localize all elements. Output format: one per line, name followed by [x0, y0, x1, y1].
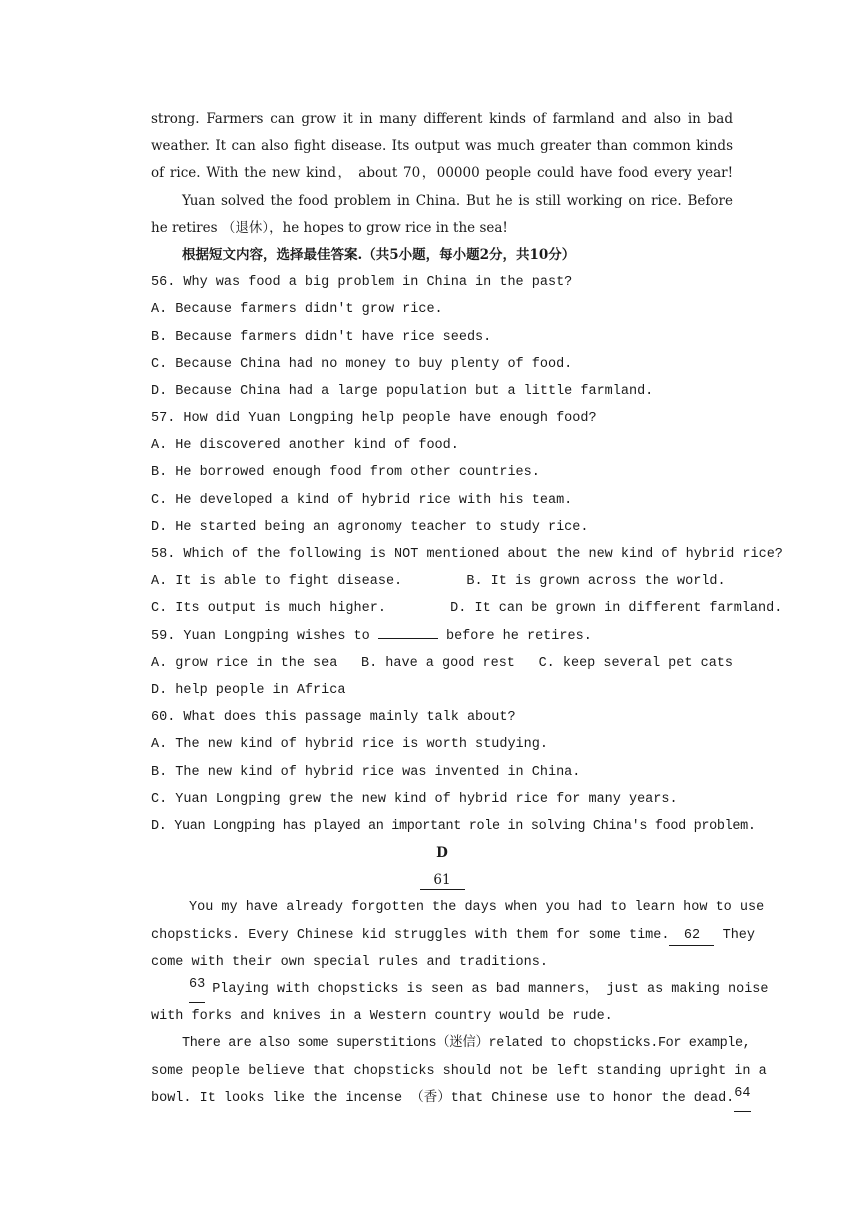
question-60-stem: 60. What does this passage mainly talk about?: [151, 710, 516, 726]
passage-d-p3-line-3-text: bowl. It looks like the incense （香）that Chinese use to honor the dead.: [151, 1090, 735, 1106]
passage-d-p3-line-3: [151, 1085, 751, 1112]
passage-c-line-3: of rice. With the new kind， about 70，00000 people could have food every year!: [151, 165, 733, 182]
passage-d-p3-line-2: some people believe that chopsticks should not be left standing upright in a: [151, 1063, 767, 1079]
passage-c-line-5: he retires （退休），he hopes to grow rice in the sea!: [151, 219, 508, 236]
question-59-stem-after: before he retires.: [445, 628, 592, 644]
question-57-option-a: A. He discovered another kind of food.: [151, 438, 459, 454]
passage-d-p1-line-2: [151, 922, 755, 949]
question-56-option-c: C. Because China had no money to buy plenty of food.: [151, 356, 573, 372]
passage-c-line-1: strong. Farmers can grow it in many different kinds of farmland and also in bad: [151, 111, 733, 127]
question-57-option-d: D. He started being an agronomy teacher to study rice.: [151, 519, 589, 535]
question-58-option-d: D. It can be grown in different farmland.: [450, 601, 783, 617]
passage-d-p2-line-1-text: Playing with chopsticks is seen as bad manners， just as making noise: [212, 982, 769, 997]
passage-c-line-4: Yuan solved the food problem in China. But he is still working on rice. Before: [182, 192, 733, 209]
passage-d-p1-line-3: come with their own special rules and traditions.: [151, 954, 548, 970]
question-58-option-a: A. It is able to fight disease.: [151, 574, 403, 590]
question-56-option-b: B. Because farmers didn't have rice seeds.: [151, 329, 492, 345]
blank-61: 61: [420, 871, 465, 890]
passage-d-title: [151, 867, 733, 894]
passage-d-p2-line-2: with forks and knives in a Western country would be rude.: [151, 1009, 613, 1025]
question-58-options-ab: [151, 568, 733, 595]
question-56-stem: 56. Why was food a big problem in China in the past?: [151, 275, 573, 291]
passage-c-line-2: weather. It can also fight disease. Its output was much greater than common kinds: [151, 138, 733, 155]
exam-page: [151, 106, 783, 1112]
passage-d-p1-line-1: You my have already forgotten the days when you had to learn how to use: [189, 900, 765, 916]
blank-64: 64: [734, 1085, 750, 1112]
question-59-option-d: D. help people in Africa: [151, 682, 346, 698]
question-58-options-cd: [151, 595, 783, 622]
question-60-option-a: A. The new kind of hybrid rice is worth studying.: [151, 737, 548, 753]
blank-62: 62: [669, 927, 714, 946]
question-60-option-d: D. Yuan Longping has played an important role in solving China's food problem.: [151, 818, 756, 834]
question-60-option-b: B. The new kind of hybrid rice was invented in China.: [151, 764, 581, 780]
question-58-option-b: B. It is grown across the world.: [466, 574, 726, 590]
blank-63: 63: [189, 976, 205, 1003]
question-57-option-b: B. He borrowed enough food from other countries.: [151, 465, 540, 481]
passage-d-p1-line-2-after: They: [722, 927, 755, 943]
question-59-options-abc: [151, 650, 733, 677]
passage-d-p3-line-1: There are also some superstitions（迷信）related to chopsticks.For example,: [182, 1036, 751, 1052]
question-59-stem-before: 59. Yuan Longping wishes to: [151, 628, 370, 644]
section-instruction: 根据短文内容，选择最佳答案.（共5小题，每小题2分，共10分）: [182, 246, 576, 263]
question-59-blank: [378, 638, 438, 639]
question-58-stem: 58. Which of the following is NOT mentioned about the new kind of hybrid rice?: [151, 547, 783, 562]
question-57-stem: 57. How did Yuan Longping help people have enough food?: [151, 411, 597, 427]
passage-d-p2-line-1: [151, 976, 769, 1003]
question-56-option-a: A. Because farmers didn't grow rice.: [151, 302, 443, 318]
question-59-option-a: A. grow rice in the sea: [151, 655, 338, 671]
question-59-stem: [151, 623, 733, 650]
question-56-option-d: D. Because China had a large population but a little farmland.: [151, 383, 654, 399]
question-58-option-c: C. Its output is much higher.: [151, 601, 386, 617]
question-59-option-c: C. keep several pet cats: [538, 655, 733, 671]
question-59-option-b: B. have a good rest: [360, 655, 515, 671]
question-60-option-c: C. Yuan Longping grew the new kind of hybrid rice for many years.: [151, 791, 678, 807]
passage-d-p1-line-2-text: chopsticks. Every Chinese kid struggles with them for some time.: [151, 927, 670, 943]
question-57-option-c: C. He developed a kind of hybrid rice with his team.: [151, 492, 573, 508]
passage-d-heading: D: [436, 845, 448, 862]
